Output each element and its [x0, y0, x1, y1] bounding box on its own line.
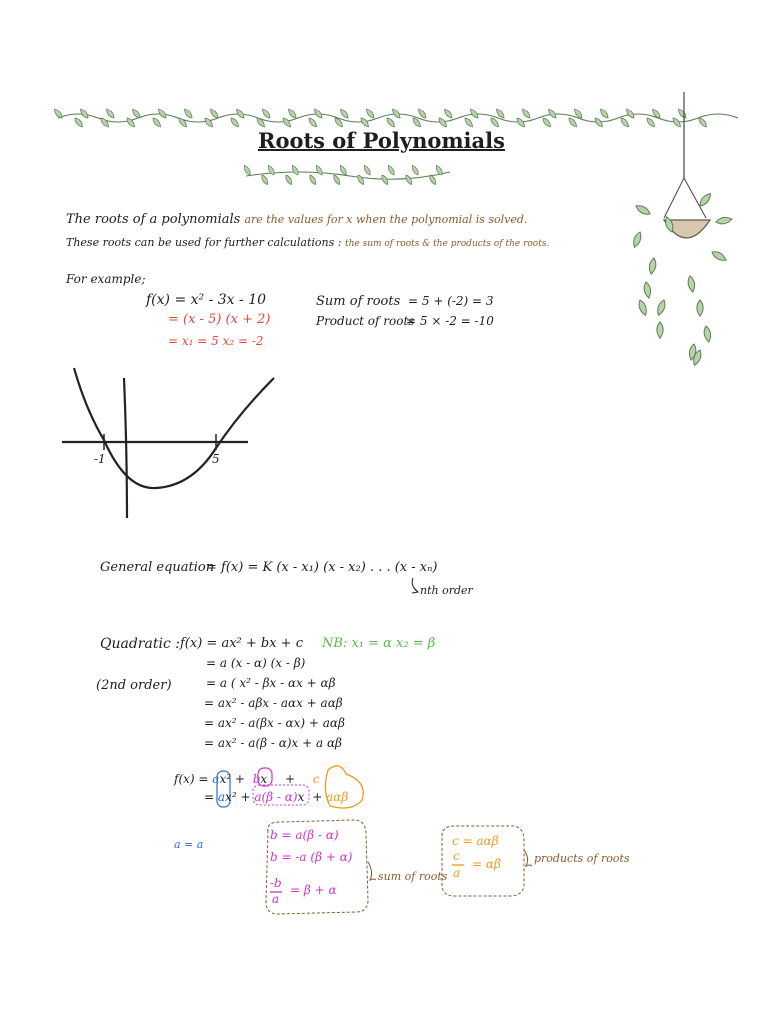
graph-y-axis [124, 378, 127, 518]
compare-row1-a: a [212, 772, 220, 786]
compare-row1-plus: + [285, 772, 296, 786]
title-leaf-garland-icon [243, 164, 450, 185]
compare-row2-bx: x [297, 790, 305, 804]
example-label: For example; [66, 272, 146, 286]
quadratic-label: Quadratic : [100, 636, 180, 652]
intro-line1-brown: are the values for x when the polynomial is solved. [244, 213, 528, 226]
products-of-roots-note: products of roots [534, 852, 630, 865]
example-factored: = (x - 5) (x + 2) [168, 312, 271, 327]
graph-tick-label-right: 5 [212, 452, 220, 466]
b-fraction-denominator: a [272, 892, 280, 906]
sum-of-roots-value: = 5 + (-2) = 3 [408, 294, 494, 308]
example-function: f(x) = x² - 3x - 10 [146, 292, 267, 308]
general-equation-note: nth order [420, 584, 473, 597]
product-of-roots-value: = 5 × -2 = -10 [406, 314, 494, 328]
compare-row2-c: aαβ [326, 790, 349, 804]
general-equation-label: General equation [100, 560, 215, 575]
quadratic-line-5: = ax² - a(β - α)x + a αβ [204, 736, 342, 750]
b-fraction-result: = β + α [290, 883, 337, 897]
product-of-roots-label: Product of roots [316, 314, 415, 328]
compare-row-2 [204, 790, 348, 804]
quadratic-line-1: = a (x - α) (x - β) [206, 656, 306, 670]
sum-of-roots-note: sum of roots [378, 870, 448, 883]
b-equation-1: b = a(β - α) [270, 828, 339, 842]
intro-line2-black: These roots can be used for further calculations : [66, 236, 342, 249]
compare-row1-lead: f(x) = [174, 772, 209, 786]
graph-curve [74, 368, 274, 488]
polynomial-graph [62, 368, 274, 518]
compare-row1-bx: x [260, 772, 268, 786]
compare-row1-c: c [312, 772, 320, 786]
compare-row1-x2: x² + [219, 772, 245, 786]
compare-row2-b: a(β - α) [254, 790, 298, 804]
compare-row2-plus: + [312, 790, 323, 804]
quadratic-nb-note: NB: x₁ = α x₂ = β [322, 636, 436, 651]
quadratic-line-0: f(x) = ax² + bx + c [180, 636, 303, 651]
compare-row2-lead: = [204, 790, 215, 804]
c-fraction-numerator: c [453, 849, 460, 863]
sum-of-roots-label: Sum of roots [316, 294, 401, 309]
c-fraction-result: = αβ [472, 857, 501, 871]
general-equation-formula: = f(x) = K (x - x₁) (x - x₂) . . . (x - xₙ) [206, 560, 438, 575]
compare-row-1 [174, 772, 320, 786]
c-equation-1: c = aαβ [452, 834, 499, 848]
page-title: Roots of Polynomials [258, 128, 505, 153]
quadratic-line-2: = a ( x² - βx - αx + αβ [206, 676, 336, 690]
compare-row2-x2: x² + [225, 790, 251, 804]
compare-row1-b: b [252, 772, 261, 786]
intro-line2-brown: the sum of roots & the products of the roots. [344, 239, 550, 249]
vine-garland-icon [53, 108, 738, 129]
example-roots: = x₁ = 5 x₂ = -2 [168, 334, 264, 348]
compare-row2-a: a [217, 790, 226, 804]
graph-tick-label-left: -1 [94, 452, 106, 466]
b-fraction-numerator: -b [270, 876, 282, 890]
quadratic-line-4: = ax² - a(βx - αx) + aαβ [204, 716, 345, 730]
b-equation-2: b = -a (β + α) [270, 850, 353, 864]
quadratic-line-3: = ax² - aβx - aαx + aαβ [204, 696, 343, 710]
a-equals-a: a = a [174, 838, 204, 851]
quadratic-order-label: (2nd order) [96, 678, 172, 693]
c-fraction-denominator: a [453, 866, 461, 880]
hanging-plant-icon [632, 92, 733, 366]
intro-line1-black: The roots of a polynomials [66, 212, 241, 227]
